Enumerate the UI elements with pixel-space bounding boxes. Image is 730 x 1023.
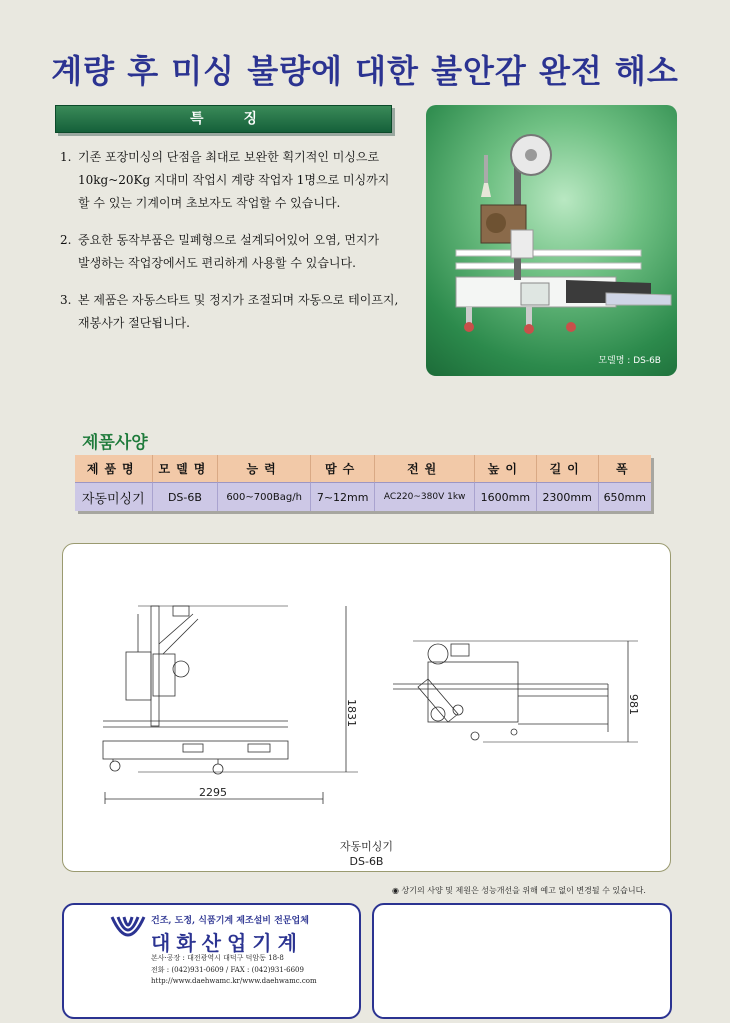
spec-header-row	[75, 455, 651, 482]
feature-2-line1: 중요한 동작부품은 밀폐형으로 설계되어있어 오염, 먼지가	[78, 233, 380, 247]
disclaimer-note: ◉ 상기의 사양 및 제원은 성능개선을 위해 예고 없이 변경될 수 있습니다.	[392, 886, 646, 895]
feature-1-line1: 기존 포장미싱의 단점을 최대로 보완한 획기적인 미싱으로	[78, 150, 380, 164]
spec-cell: 자동미싱기	[75, 482, 153, 511]
spec-header-cell: 높이	[475, 455, 537, 482]
drawing-caption-line1: 자동미싱기	[339, 840, 394, 853]
spec-header-cell: 길이	[537, 455, 599, 482]
feature-3-line1: 본 제품은 자동스타트 및 정지가 조절되며 자동으로 테이프지,	[78, 293, 399, 307]
spec-cell: 600~700Bag/h	[218, 482, 311, 511]
spec-header-cell: 모델명	[153, 455, 219, 482]
dim-side-height: 981	[627, 694, 640, 715]
technical-drawing	[63, 544, 670, 834]
spec-cell: DS-6B	[153, 482, 219, 511]
technical-drawing-panel	[62, 543, 671, 872]
company-phone: 전화 : (042)931-0609 / FAX : (042)931-6609	[151, 966, 304, 974]
product-photo	[426, 105, 677, 376]
features-header-label: 특징	[189, 111, 298, 127]
features-list	[60, 146, 410, 349]
spec-header-cell: 제품명	[75, 455, 153, 482]
spec-cell: 2300mm	[537, 482, 599, 511]
blank-info-box	[372, 903, 672, 1019]
company-info-box	[62, 903, 361, 1019]
spec-cell: 650mm	[599, 482, 651, 511]
spec-cell: AC220~380V 1kw	[375, 482, 475, 511]
company-address: 본사·공장 : 대전광역시 대덕구 덕암동 18-8	[151, 954, 284, 962]
spec-header-cell: 폭	[599, 455, 651, 482]
page-title: 계량 후 미싱 불량에 대한 불안감 완전 해소	[51, 52, 679, 90]
feature-item-2: 2. 중요한 동작부품은 밀폐형으로 설계되어있어 오염, 먼지가 발생하는 작업장에서도 편리하게 사용할 수 있습니다.	[60, 229, 410, 275]
spec-data-row	[75, 482, 651, 511]
spec-cell: 1600mm	[475, 482, 537, 511]
features-header	[55, 105, 392, 133]
spec-header-cell: 땀수	[311, 455, 375, 482]
feature-item-1: 1. 기존 포장미싱의 단점을 최대로 보완한 획기적인 미싱으로 10kg~20Kg 지대미 작업시 계량 작업자 1명으로 미싱까지 할 수 있는 기계이며 초보자도 작업할 수 있습니다.	[60, 146, 410, 215]
spec-table	[75, 455, 651, 511]
spec-cell: 7~12mm	[311, 482, 375, 511]
drawing-caption-line2: DS-6B	[349, 855, 384, 868]
photo-model-caption: 모델명 : DS-6B	[598, 356, 661, 366]
drawing-caption	[63, 839, 670, 869]
spec-header-cell: 능력	[218, 455, 311, 482]
feature-item-3: 3. 본 제품은 자동스타트 및 정지가 조절되며 자동으로 테이프지, 재봉사가 절단됩니다.	[60, 289, 410, 335]
feature-2-line2: 발생하는 작업장에서도 편리하게 사용할 수 있습니다.	[78, 256, 356, 270]
company-name: 대화산업기계	[151, 931, 303, 955]
company-logo-icon	[109, 913, 147, 949]
sewing-machine-illustration	[426, 105, 677, 376]
spec-header-cell: 전원	[375, 455, 475, 482]
company-tagline: 건조, 도정, 식품기계 제조설비 전문업체	[151, 916, 309, 926]
feature-1-line3: 할 수 있는 기계이며 초보자도 작업할 수 있습니다.	[78, 196, 341, 210]
spec-title: 제품사양	[82, 433, 148, 453]
company-website: http://www.daehwamc.kr/www.daehwamc.com	[151, 977, 317, 985]
dim-front-width: 2295	[199, 786, 227, 799]
feature-3-line2: 재봉사가 절단됩니다.	[78, 316, 190, 330]
feature-1-line2: 10kg~20Kg 지대미 작업시 계량 작업자 1명으로 미싱까지	[78, 173, 390, 187]
dim-front-height: 1831	[345, 699, 358, 727]
